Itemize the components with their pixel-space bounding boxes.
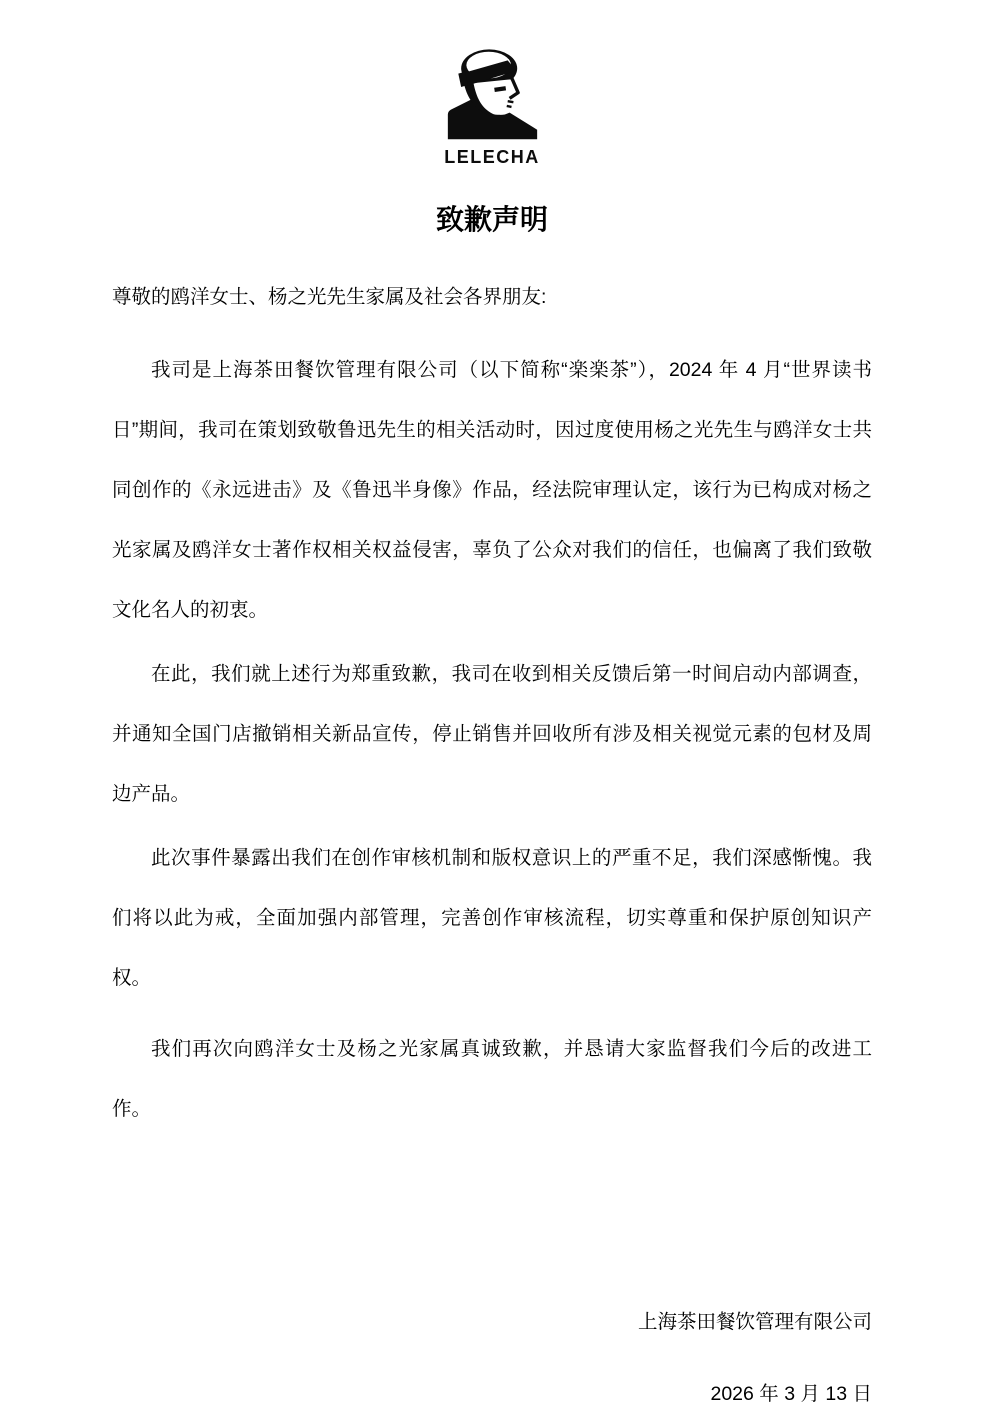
signature-date: 2026 年 3 月 13 日 xyxy=(710,1383,872,1405)
body-paragraph: 在此，我们就上述行为郑重致歉，我司在收到相关反馈后第一时间启动内部调查，并通知全国门店撤销相关新品宣传，停止销售并回收所有涉及相关视觉元素的包材及周边产品。 xyxy=(112,663,872,805)
body-paragraph: 我司是上海茶田餐饮管理有限公司（以下简称“楽楽茶”），2024 年 4 月“世界读书日”期间，我司在策划致敬鲁迅先生的相关活动时，因过度使用杨之光先生与鸥洋女士共同创作的《永远进击》及《鲁迅半身像》作品，经法院审理认定，该行为已构成对杨之光家属及鸥洋女士著作权相关权益侵害，辜负了公众对我们的信任，也偏离了我们致敬文化名人的初衷。 xyxy=(112,359,872,621)
signature-company: 上海茶田餐饮管理有限公司 xyxy=(637,1311,872,1333)
body-paragraph: 我们再次向鸥洋女士及杨之光家属真诚致歉，并恳请大家监督我们今后的改进工作。 xyxy=(112,1038,872,1120)
signature-block xyxy=(112,1292,872,1424)
brand-wordmark: LELECHA xyxy=(444,147,540,167)
page-title: 致歉声明 xyxy=(435,204,548,235)
body-paragraph: 此次事件暴露出我们在创作审核机制和版权意识上的严重不足，我们深感惭愧。我们将以此为戒，全面加强内部管理，完善创作审核流程，切实尊重和保护原创知识产权。 xyxy=(112,847,872,989)
letter-header xyxy=(112,48,872,237)
letter-body xyxy=(112,267,872,1139)
salutation-line: 尊敬的鸥洋女士、杨之光先生家属及社会各界朋友: xyxy=(112,286,547,308)
lelecha-portrait-logo-icon xyxy=(112,48,872,143)
